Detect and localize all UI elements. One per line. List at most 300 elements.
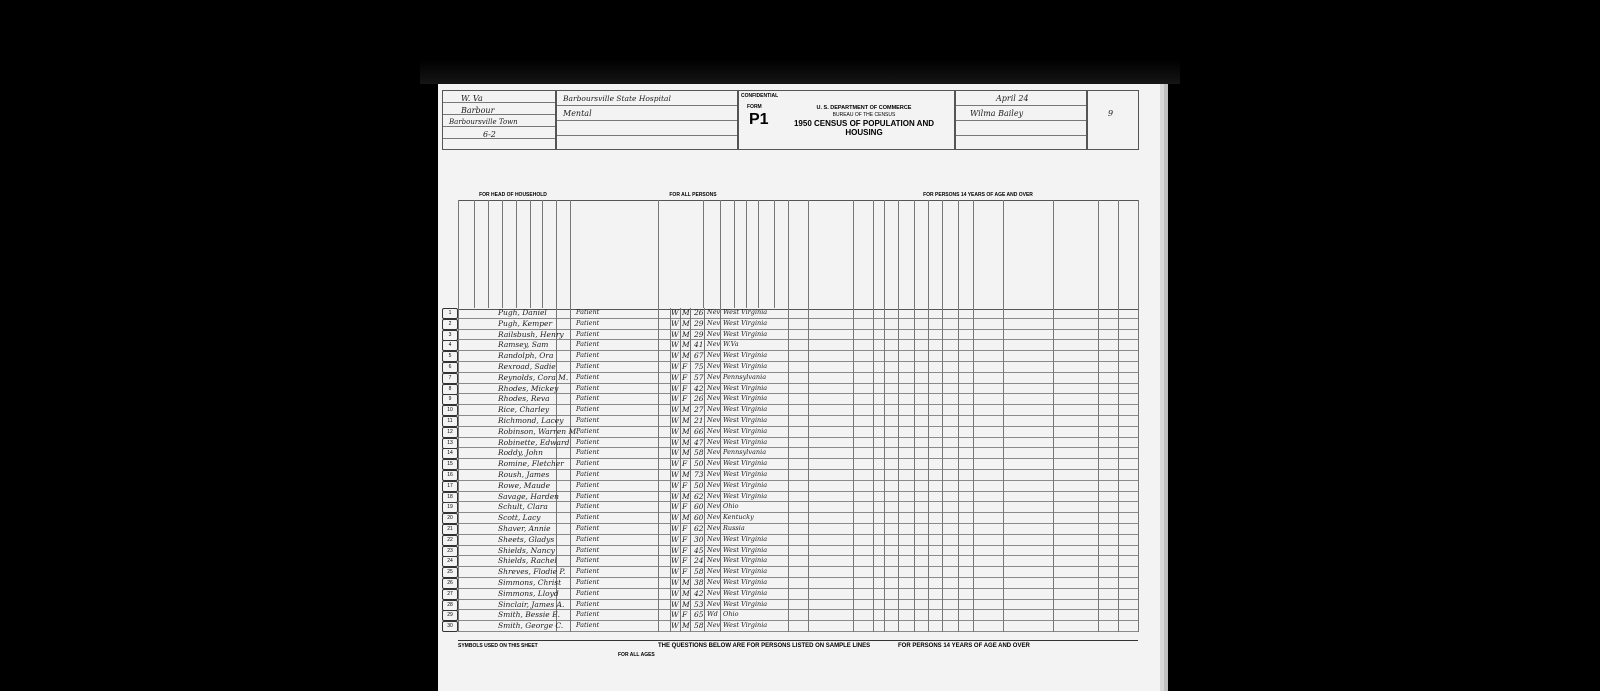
cell-divider <box>973 492 974 503</box>
marital-status: Nev <box>707 524 721 532</box>
cell-divider <box>690 600 691 611</box>
row-number: 16 <box>442 470 458 481</box>
cell-divider <box>942 513 943 524</box>
cell-divider <box>1053 513 1054 524</box>
cell-divider <box>958 513 959 524</box>
cell-divider <box>1053 524 1054 535</box>
cell-divider <box>928 427 929 438</box>
race: W <box>671 480 679 490</box>
institution-kind-value: Mental <box>563 109 592 118</box>
cell-divider <box>704 556 705 567</box>
person-name: Shreves, Flodie P. <box>498 567 566 577</box>
column-divider <box>958 200 959 308</box>
column-divider <box>1003 200 1004 308</box>
cell-divider <box>1118 600 1119 611</box>
cell-divider <box>873 513 874 524</box>
census-row <box>448 318 1138 330</box>
cell-divider <box>914 610 915 621</box>
column-divider <box>720 200 721 308</box>
birthplace: West Virginia <box>723 394 768 403</box>
cell-divider <box>914 535 915 546</box>
race: W <box>671 567 679 577</box>
cell-divider <box>1118 524 1119 535</box>
column-divider <box>530 200 531 308</box>
marital-status: Nev <box>707 599 721 608</box>
age: 38 <box>694 578 704 587</box>
age: 67 <box>694 351 704 361</box>
birthplace: West Virginia <box>723 621 768 630</box>
cell-divider <box>914 513 915 524</box>
column-divider <box>788 200 789 308</box>
cell-divider <box>853 513 854 524</box>
cell-divider <box>680 438 681 449</box>
census-row <box>447 599 1138 611</box>
cell-divider <box>958 351 959 362</box>
race: W <box>671 470 679 479</box>
census-row <box>448 362 1138 373</box>
cell-divider <box>928 567 929 578</box>
enumerator-value: Wilma Bailey <box>970 109 1024 118</box>
cell-divider <box>1053 351 1054 362</box>
cell-divider <box>873 567 874 578</box>
age: 53 <box>694 599 704 609</box>
cell-divider <box>973 362 974 373</box>
cell-divider <box>1138 481 1139 492</box>
cell-divider <box>1053 416 1054 427</box>
cell-divider <box>1098 308 1099 319</box>
census-row <box>447 556 1138 567</box>
cell-divider <box>658 448 659 459</box>
sex: F <box>682 545 688 555</box>
cell-divider <box>928 546 929 557</box>
column-divider <box>884 200 885 308</box>
person-name: Roush, James <box>498 470 550 479</box>
cell-divider <box>556 308 557 319</box>
department-label: U. S. DEPARTMENT OF COMMERCE <box>816 105 912 111</box>
birthplace: West Virginia <box>723 437 768 446</box>
row-number: 30 <box>442 621 458 632</box>
cell-divider <box>680 513 681 524</box>
cell-divider <box>788 567 789 578</box>
age: 65 <box>694 610 704 620</box>
cell-divider <box>570 438 571 449</box>
cell-divider <box>958 373 959 384</box>
census-row <box>448 308 1138 319</box>
cell-divider <box>884 621 885 632</box>
cell-divider <box>973 567 974 578</box>
birthplace: West Virginia <box>723 416 768 424</box>
cell-divider <box>808 556 809 567</box>
column-divider <box>758 200 759 308</box>
cell-divider <box>884 394 885 405</box>
marital-status: Nev <box>707 470 721 478</box>
birthplace: West Virginia <box>723 578 768 586</box>
cell-divider <box>973 373 974 384</box>
cell-divider <box>853 535 854 546</box>
relationship: Patient <box>576 351 600 360</box>
sex: F <box>682 362 688 371</box>
cell-divider <box>556 405 557 416</box>
cell-divider <box>1003 373 1004 384</box>
cell-divider <box>808 319 809 330</box>
cell-divider <box>658 621 659 632</box>
cell-divider <box>458 459 459 470</box>
cell-divider <box>973 556 974 567</box>
cell-divider <box>680 610 681 621</box>
cell-divider <box>884 513 885 524</box>
cell-divider <box>914 470 915 481</box>
row-number: 22 <box>442 535 458 546</box>
cell-divider <box>853 567 854 578</box>
cell-divider <box>914 524 915 535</box>
row-number: 7 <box>442 373 458 384</box>
cell-divider <box>898 524 899 535</box>
cell-divider <box>658 578 659 589</box>
cell-divider <box>1118 578 1119 589</box>
cell-divider <box>458 308 459 319</box>
cell-divider <box>704 481 705 492</box>
cell-divider <box>1003 610 1004 621</box>
cell-divider <box>853 524 854 535</box>
sheet-number-box <box>1087 90 1139 150</box>
cell-divider <box>928 405 929 416</box>
cell-divider <box>680 351 681 362</box>
cell-divider <box>1053 362 1054 373</box>
cell-divider <box>853 438 854 449</box>
cell-divider <box>1098 610 1099 621</box>
form-label: FORM <box>747 104 762 110</box>
cell-divider <box>690 610 691 621</box>
cell-divider <box>942 438 943 449</box>
cell-divider <box>973 502 974 513</box>
cell-divider <box>808 438 809 449</box>
cell-divider <box>808 394 809 405</box>
race: W <box>671 545 679 555</box>
cell-divider <box>1053 481 1054 492</box>
cell-divider <box>658 340 659 351</box>
date-value: April 24 <box>996 94 1029 103</box>
sex: M <box>682 329 690 339</box>
cell-divider <box>942 578 943 589</box>
marital-status: Nev <box>707 405 721 414</box>
cell-divider <box>1053 405 1054 416</box>
cell-divider <box>928 513 929 524</box>
cell-divider <box>680 330 681 341</box>
cell-divider <box>570 535 571 546</box>
census-row <box>447 621 1138 632</box>
cell-divider <box>973 438 974 449</box>
cell-divider <box>808 362 809 373</box>
cell-divider <box>898 394 899 405</box>
birthplace: West Virginia <box>723 491 768 500</box>
cell-divider <box>1003 567 1004 578</box>
race: W <box>671 513 679 523</box>
cell-divider <box>704 427 705 438</box>
cell-divider <box>808 610 809 621</box>
cell-divider <box>914 308 915 319</box>
cell-divider <box>570 567 571 578</box>
cell-divider <box>942 470 943 481</box>
row-number: 29 <box>442 610 458 621</box>
cell-divider <box>570 481 571 492</box>
cell-divider <box>1098 600 1099 611</box>
cell-divider <box>884 340 885 351</box>
cell-divider <box>914 459 915 470</box>
cell-divider <box>898 578 899 589</box>
sex: F <box>682 480 688 490</box>
cell-divider <box>873 384 874 395</box>
age: 26 <box>694 394 704 404</box>
cell-divider <box>914 405 915 416</box>
relationship: Patient <box>576 545 600 554</box>
column-divider <box>488 200 489 308</box>
cell-divider <box>458 524 459 535</box>
cell-divider <box>873 556 874 567</box>
cell-divider <box>570 502 571 513</box>
cell-divider <box>1098 492 1099 503</box>
cell-divider <box>1118 513 1119 524</box>
cell-divider <box>1003 427 1004 438</box>
race: W <box>671 621 679 631</box>
cell-divider <box>704 448 705 459</box>
cell-divider <box>788 459 789 470</box>
row-number: 1 <box>442 308 458 319</box>
race: W <box>671 329 679 339</box>
cell-divider <box>704 319 705 330</box>
cell-divider <box>458 405 459 416</box>
cell-divider <box>690 492 691 503</box>
cell-divider <box>458 481 459 492</box>
cell-divider <box>973 427 974 438</box>
marital-status: Nev <box>707 340 721 349</box>
cell-divider <box>1053 535 1054 546</box>
cell-divider <box>1053 621 1054 632</box>
cell-divider <box>458 546 459 557</box>
person-name: Shields, Nancy <box>498 545 555 555</box>
age: 50 <box>694 480 704 490</box>
person-name: Romine, Fletcher <box>498 459 564 469</box>
cell-divider <box>1118 319 1119 330</box>
relationship: Patient <box>576 448 600 457</box>
cell-divider <box>1053 373 1054 384</box>
race: W <box>671 491 679 501</box>
cell-divider <box>690 438 691 449</box>
cell-divider <box>658 610 659 621</box>
cell-divider <box>898 448 899 459</box>
cell-divider <box>680 556 681 567</box>
cell-divider <box>853 351 854 362</box>
cell-divider <box>1118 373 1119 384</box>
marital-status: Nev <box>707 362 721 370</box>
cell-divider <box>658 319 659 330</box>
race: W <box>671 556 679 566</box>
cell-divider <box>1053 340 1054 351</box>
column-divider <box>556 200 557 308</box>
cell-divider <box>1138 470 1139 481</box>
cell-divider <box>928 535 929 546</box>
cell-divider <box>570 362 571 373</box>
cell-divider <box>1003 448 1004 459</box>
relationship: Patient <box>576 383 600 392</box>
cell-divider <box>1138 351 1139 362</box>
row-number: 5 <box>442 351 458 362</box>
cell-divider <box>853 340 854 351</box>
cell-divider <box>570 610 571 621</box>
cell-divider <box>873 589 874 600</box>
cell-divider <box>973 308 974 319</box>
cell-divider <box>658 384 659 395</box>
cell-divider <box>788 384 789 395</box>
birthplace: W.Va <box>723 340 739 349</box>
person-name: Roddy, John <box>498 448 543 458</box>
birthplace: Russia <box>723 524 745 532</box>
cell-divider <box>458 535 459 546</box>
confidential-label: CONFIDENTIAL <box>741 93 779 99</box>
cell-divider <box>458 373 459 384</box>
cell-divider <box>808 589 809 600</box>
cell-divider <box>1053 319 1054 330</box>
cell-divider <box>458 384 459 395</box>
cell-divider <box>690 427 691 438</box>
cell-divider <box>690 546 691 557</box>
cell-divider <box>680 621 681 632</box>
header-institution-box <box>556 90 738 150</box>
relationship: Patient <box>576 308 600 316</box>
cell-divider <box>1053 567 1054 578</box>
cell-divider <box>1118 340 1119 351</box>
cell-divider <box>942 308 943 319</box>
birthplace: West Virginia <box>723 567 768 576</box>
cell-divider <box>788 513 789 524</box>
cell-divider <box>570 351 571 362</box>
cell-divider <box>853 600 854 611</box>
cell-divider <box>914 481 915 492</box>
cell-divider <box>1138 556 1139 567</box>
cell-divider <box>898 556 899 567</box>
cell-divider <box>914 362 915 373</box>
cell-divider <box>1138 448 1139 459</box>
birthplace: West Virginia <box>723 534 768 543</box>
relationship: Patient <box>576 416 600 424</box>
header-form-title <box>738 90 955 150</box>
cell-divider <box>1003 438 1004 449</box>
cell-divider <box>788 589 789 600</box>
cell-divider <box>958 589 959 600</box>
cell-divider <box>458 492 459 503</box>
cell-divider <box>884 524 885 535</box>
cell-divider <box>570 448 571 459</box>
person-name: Richmond, Lacey <box>498 416 564 425</box>
cell-divider <box>1098 524 1099 535</box>
cell-divider <box>658 373 659 384</box>
cell-divider <box>458 340 459 351</box>
cell-divider <box>1118 470 1119 481</box>
race: W <box>671 534 679 544</box>
column-divider <box>734 200 735 308</box>
cell-divider <box>1053 438 1054 449</box>
census-row <box>447 448 1138 459</box>
cell-divider <box>1003 405 1004 416</box>
relationship: Patient <box>576 534 600 543</box>
sex: F <box>682 534 688 544</box>
relationship: Patient <box>576 621 600 630</box>
row-number: 4 <box>442 340 458 351</box>
cell-divider <box>958 600 959 611</box>
cell-divider <box>570 384 571 395</box>
relationship: Patient <box>576 610 600 619</box>
cell-divider <box>704 459 705 470</box>
cell-divider <box>958 448 959 459</box>
cell-divider <box>570 492 571 503</box>
cell-divider <box>704 470 705 481</box>
cell-divider <box>704 362 705 373</box>
race: W <box>671 588 679 598</box>
cell-divider <box>680 340 681 351</box>
cell-divider <box>680 405 681 416</box>
cell-divider <box>1098 330 1099 341</box>
cell-divider <box>704 308 705 319</box>
cell-divider <box>808 621 809 632</box>
census-row <box>448 383 1138 395</box>
sex: F <box>682 459 688 469</box>
cell-divider <box>914 351 915 362</box>
person-name: Shields, Rachel <box>498 556 557 566</box>
cell-divider <box>914 340 915 351</box>
cell-divider <box>884 308 885 319</box>
cell-divider <box>1098 416 1099 427</box>
county-value: Barbour <box>461 106 495 115</box>
relationship: Patient <box>576 340 600 349</box>
census-title: 1950 CENSUS OF POPULATION AND HOUSING <box>793 119 935 137</box>
sex: F <box>682 524 688 533</box>
cell-divider <box>788 373 789 384</box>
cell-divider <box>690 621 691 632</box>
cell-divider <box>873 362 874 373</box>
cell-divider <box>458 427 459 438</box>
cell-divider <box>853 384 854 395</box>
cell-divider <box>958 394 959 405</box>
cell-divider <box>884 589 885 600</box>
cell-divider <box>556 513 557 524</box>
census-row <box>447 491 1138 503</box>
cell-divider <box>973 405 974 416</box>
sex: F <box>682 394 688 404</box>
sex: M <box>682 416 690 425</box>
cell-divider <box>1118 362 1119 373</box>
cell-divider <box>458 319 459 330</box>
relationship: Patient <box>576 394 600 403</box>
person-name: Rowe, Maude <box>498 480 551 490</box>
person-name: Scott, Lacy <box>498 513 541 523</box>
cell-divider <box>884 373 885 384</box>
cell-divider <box>1003 330 1004 341</box>
age: 50 <box>694 459 704 469</box>
cell-divider <box>914 546 915 557</box>
cell-divider <box>853 394 854 405</box>
sex: M <box>682 340 690 350</box>
column-divider <box>774 200 775 308</box>
cell-divider <box>973 319 974 330</box>
row-number: 24 <box>442 556 458 567</box>
age: 62 <box>694 491 704 501</box>
column-divider <box>746 200 747 308</box>
cell-divider <box>873 546 874 557</box>
cell-divider <box>680 502 681 513</box>
cell-divider <box>928 470 929 481</box>
cell-divider <box>973 546 974 557</box>
cell-divider <box>958 427 959 438</box>
cell-divider <box>458 610 459 621</box>
